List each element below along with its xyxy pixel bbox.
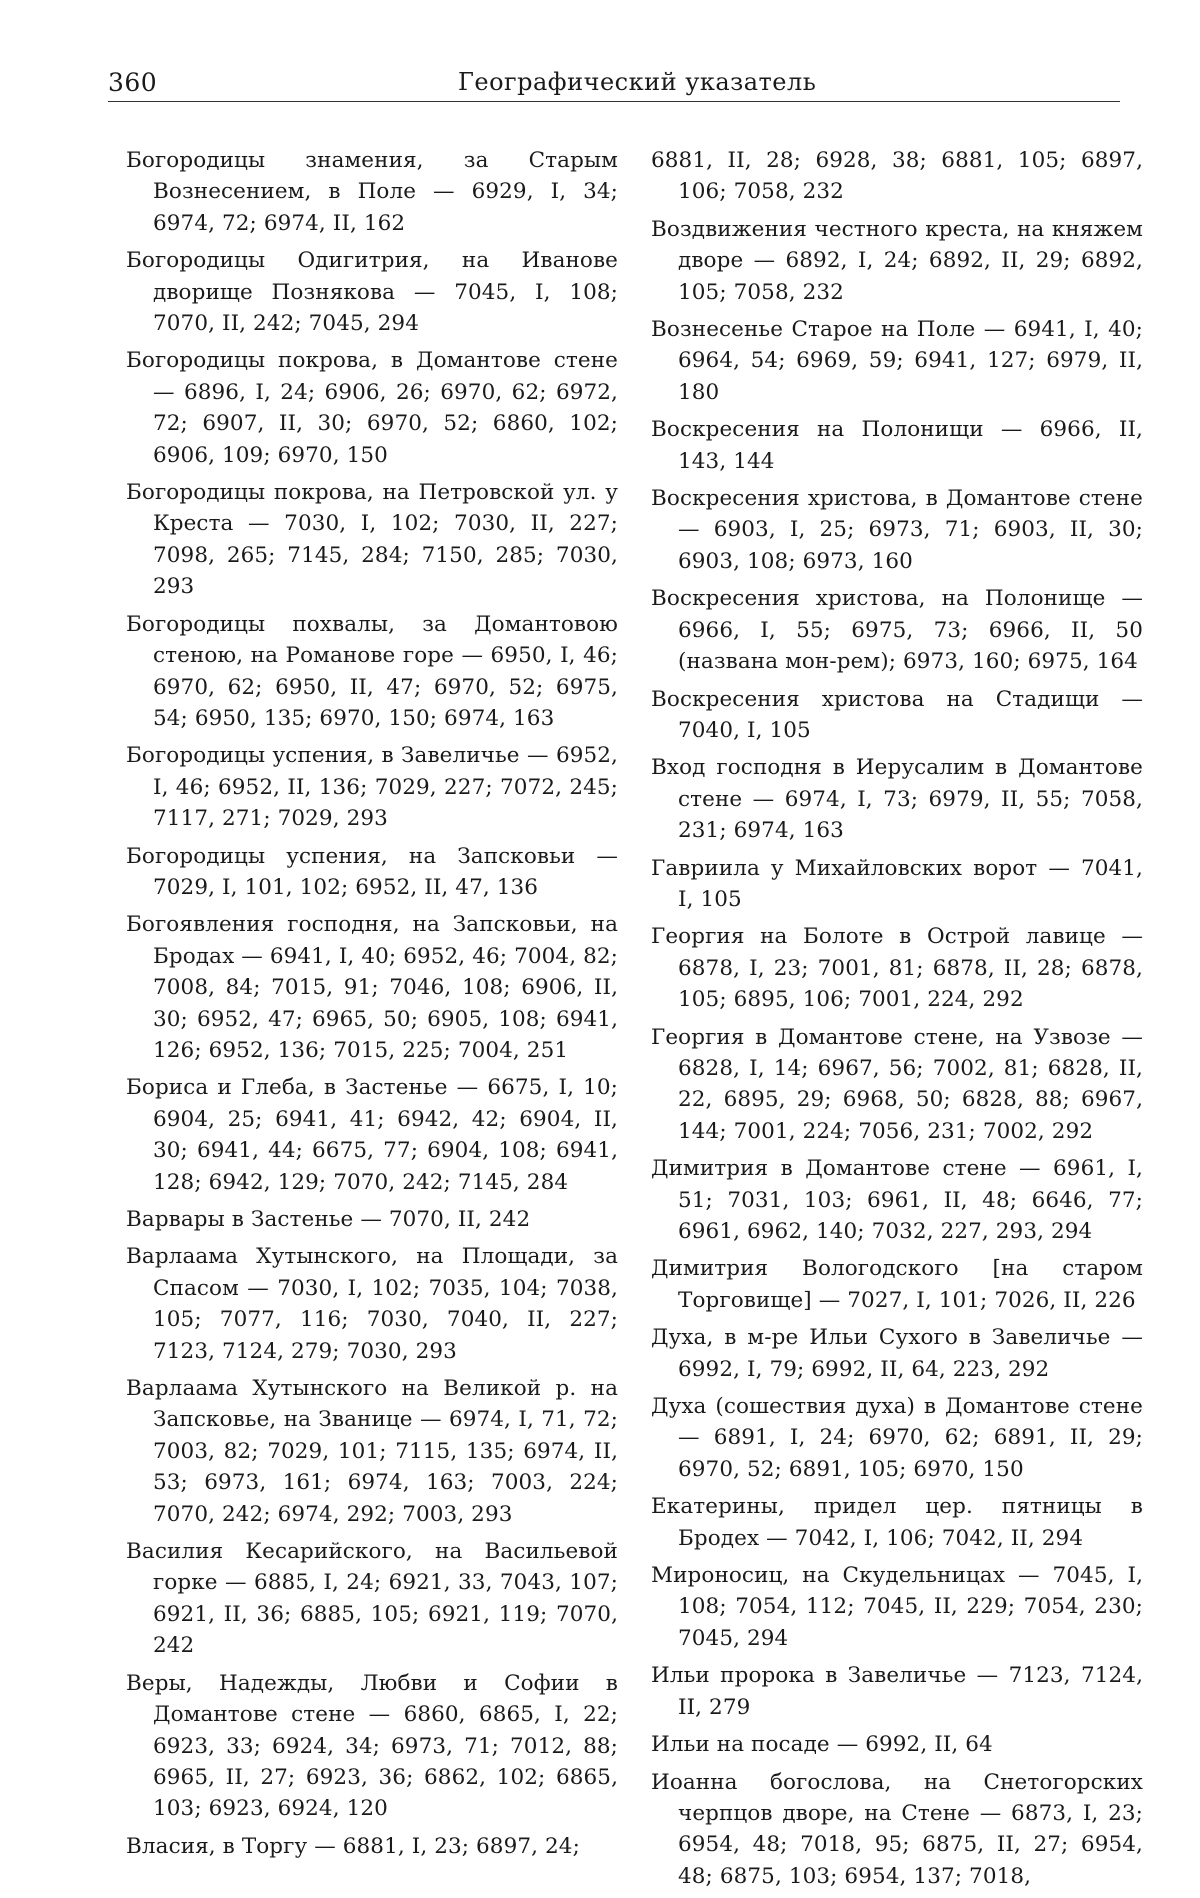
index-entry: Богородицы успения, в Завеличье — 6952, I, 46; 6952, II, 136; 7029, 227; 7072, 245; 7117, 271; 7029, 293: [126, 743, 618, 832]
index-entry: Ильи на посаде — 6992, II, 64: [651, 1732, 993, 1758]
index-entry: Богоявления господня, на Запсковьи, на Бродах — 6941, I, 40; 6952, 46; 7004, 82; 7008, 84; 7015, 91; 7046, 108; 6906, II, 30; 6952, 47; 6965, 50; 6905, 108; 6941, 126; 6952, 136; 7015, 225; 7004, 251: [126, 912, 618, 1063]
header-rule: [108, 101, 1120, 102]
index-entry: Гавриила у Михайловских ворот — 7041, I, 105: [651, 855, 1143, 912]
index-entry: Варвары в Застенье — 7070, II, 242: [126, 1207, 531, 1232]
index-column-left: [126, 145, 618, 1868]
index-entry: 6881, II, 28; 6928, 38; 6881, 105; 6897, 106; 7058, 232: [651, 148, 1143, 205]
index-column-right: [651, 145, 1143, 1898]
page-number: 360: [108, 68, 158, 97]
index-entry: Богородицы покрова, на Петровской ул. у Креста — 7030, I, 102; 7030, II, 227; 7098, 265; 7145, 284; 7150, 285; 7030, 293: [126, 480, 618, 600]
index-entry: Власия, в Торгу — 6881, I, 23; 6897, 24;: [126, 1833, 580, 1859]
index-entry: Воздвижения честного креста, на княжем дворе — 6892, I, 24; 6892, II, 29; 6892, 105; 7058, 232: [651, 216, 1143, 305]
index-entry: Георгия на Болоте в Острой лавице — 6878, I, 23; 7001, 81; 6878, II, 28; 6878, 105; 6895, 106; 7001, 224, 292: [651, 924, 1143, 1013]
page-header: [108, 58, 1118, 104]
index-entry: Воскресения на Полонищи — 6966, II, 143, 144: [651, 417, 1143, 474]
index-entry: Богородицы похвалы, за Домантовою стеною, на Романове горе — 6950, I, 46; 6970, 62; 6950, II, 47; 6970, 52; 6975, 54; 6950, 135; 6970, 150; 6974, 163: [126, 611, 618, 731]
index-entry: Димитрия Вологодского [на старом Торговище] — 7027, I, 101; 7026, II, 226: [651, 1256, 1143, 1313]
index-entry: Духа, в м-ре Ильи Сухого в Завеличье — 6992, I, 79; 6992, II, 64, 223, 292: [651, 1325, 1143, 1382]
index-entry: Мироносиц, на Скудельницах — 7045, I, 108; 7054, 112; 7045, II, 229; 7054, 230; 7045, 294: [651, 1563, 1143, 1651]
index-entry: Ильи пророка в Завеличье — 7123, 7124, II, 279: [651, 1663, 1143, 1720]
running-title: Географический указатель: [458, 68, 817, 96]
index-entry: Димитрия в Домантове стене — 6961, I, 51; 7031, 103; 6961, II, 48; 6646, 77; 6961, 6962, 140; 7032, 227, 293, 294: [651, 1156, 1143, 1244]
index-entry: Богородицы успения, на Запсковьи — 7029, I, 101, 102; 6952, II, 47, 136: [126, 843, 618, 900]
index-entry: Богородицы покрова, в Домантове стене — 6896, I, 24; 6906, 26; 6970, 62; 6972, 72; 6907, II, 30; 6970, 52; 6860, 102; 6906, 109; 6970, 150: [126, 348, 618, 468]
index-entry: Варлаама Хутынского, на Площади, за Спасом — 7030, I, 102; 7035, 104; 7038, 105; 7077, 116; 7030, 7040, II, 227; 7123, 7124, 279; 7030, 293: [126, 1244, 618, 1364]
index-entry: Богородицы Одигитрия, на Иванове дворище Познякова — 7045, I, 108; 7070, II, 242; 7045, 294: [126, 248, 618, 337]
index-entry: Воскресения христова на Стадищи — 7040, I, 105: [651, 686, 1143, 743]
index-entry: Вход господня в Иерусалим в Домантове стене — 6974, I, 73; 6979, II, 55; 7058, 231; 6974, 163: [651, 755, 1143, 844]
index-entry: Воскресения христова, в Домантове стене — 6903, I, 25; 6973, 71; 6903, II, 30; 6903, 108; 6973, 160: [651, 486, 1143, 574]
index-entry: Веры, Надежды, Любви и Софии в Домантове стене — 6860, 6865, I, 22; 6923, 33; 6924, 34; 6973, 71; 7012, 88; 6965, II, 27; 6923, 36; 6862, 102; 6865, 103; 6923, 6924, 120: [126, 1670, 618, 1822]
index-entry: Варлаама Хутынского на Великой р. на Запсковье, на Званице — 6974, I, 71, 72; 7003, 82; 7029, 101; 7115, 135; 6974, II, 53; 6973, 161; 6974, 163; 7003, 224; 7070, 242; 6974, 292; 7003, 293: [126, 1376, 618, 1527]
index-entry: Богородицы знамения, за Старым Вознесением, в Поле — 6929, I, 34; 6974, 72; 6974, II, 162: [126, 148, 618, 236]
index-entry: Воскресения христова, на Полонище — 6966, I, 55; 6975, 73; 6966, II, 50 (названа мон-рем); 6973, 160; 6975, 164: [651, 586, 1143, 675]
index-entry: Екатерины, придел цер. пятницы в Бродех — 7042, I, 106; 7042, II, 294: [651, 1494, 1143, 1551]
index-entry: Иоанна богослова, на Снетогорских черпцов дворе, на Стене — 6873, I, 23; 6954, 48; 7018, 95; 6875, II, 27; 6954, 48; 6875, 103; 6954, 137; 7018,: [651, 1769, 1143, 1889]
index-entry: Бориса и Глеба, в Застенье — 6675, I, 10; 6904, 25; 6941, 41; 6942, 42; 6904, II, 30; 6941, 44; 6675, 77; 6904, 108; 6941, 128; 6942, 129; 7070, 242; 7145, 284: [126, 1075, 618, 1195]
index-entry: Василия Кесарийского, на Васильевой горке — 6885, I, 24; 6921, 33, 7043, 107; 6921, II, 36; 6885, 105; 6921, 119; 7070, 242: [126, 1539, 618, 1659]
index-entry: Вознесенье Старое на Поле — 6941, I, 40; 6964, 54; 6969, 59; 6941, 127; 6979, II, 180: [651, 317, 1143, 405]
index-entry: Георгия в Домантове стене, на Узвозе — 6828, I, 14; 6967, 56; 7002, 81; 6828, II, 22, 6895, 29; 6968, 50; 6828, 88; 6967, 144; 7001, 224; 7056, 231; 7002, 292: [651, 1024, 1143, 1144]
index-entry: Духа (сошествия духа) в Домантове стене — 6891, I, 24; 6970, 62; 6891, II, 29; 6970, 52; 6891, 105; 6970, 150: [651, 1394, 1143, 1482]
